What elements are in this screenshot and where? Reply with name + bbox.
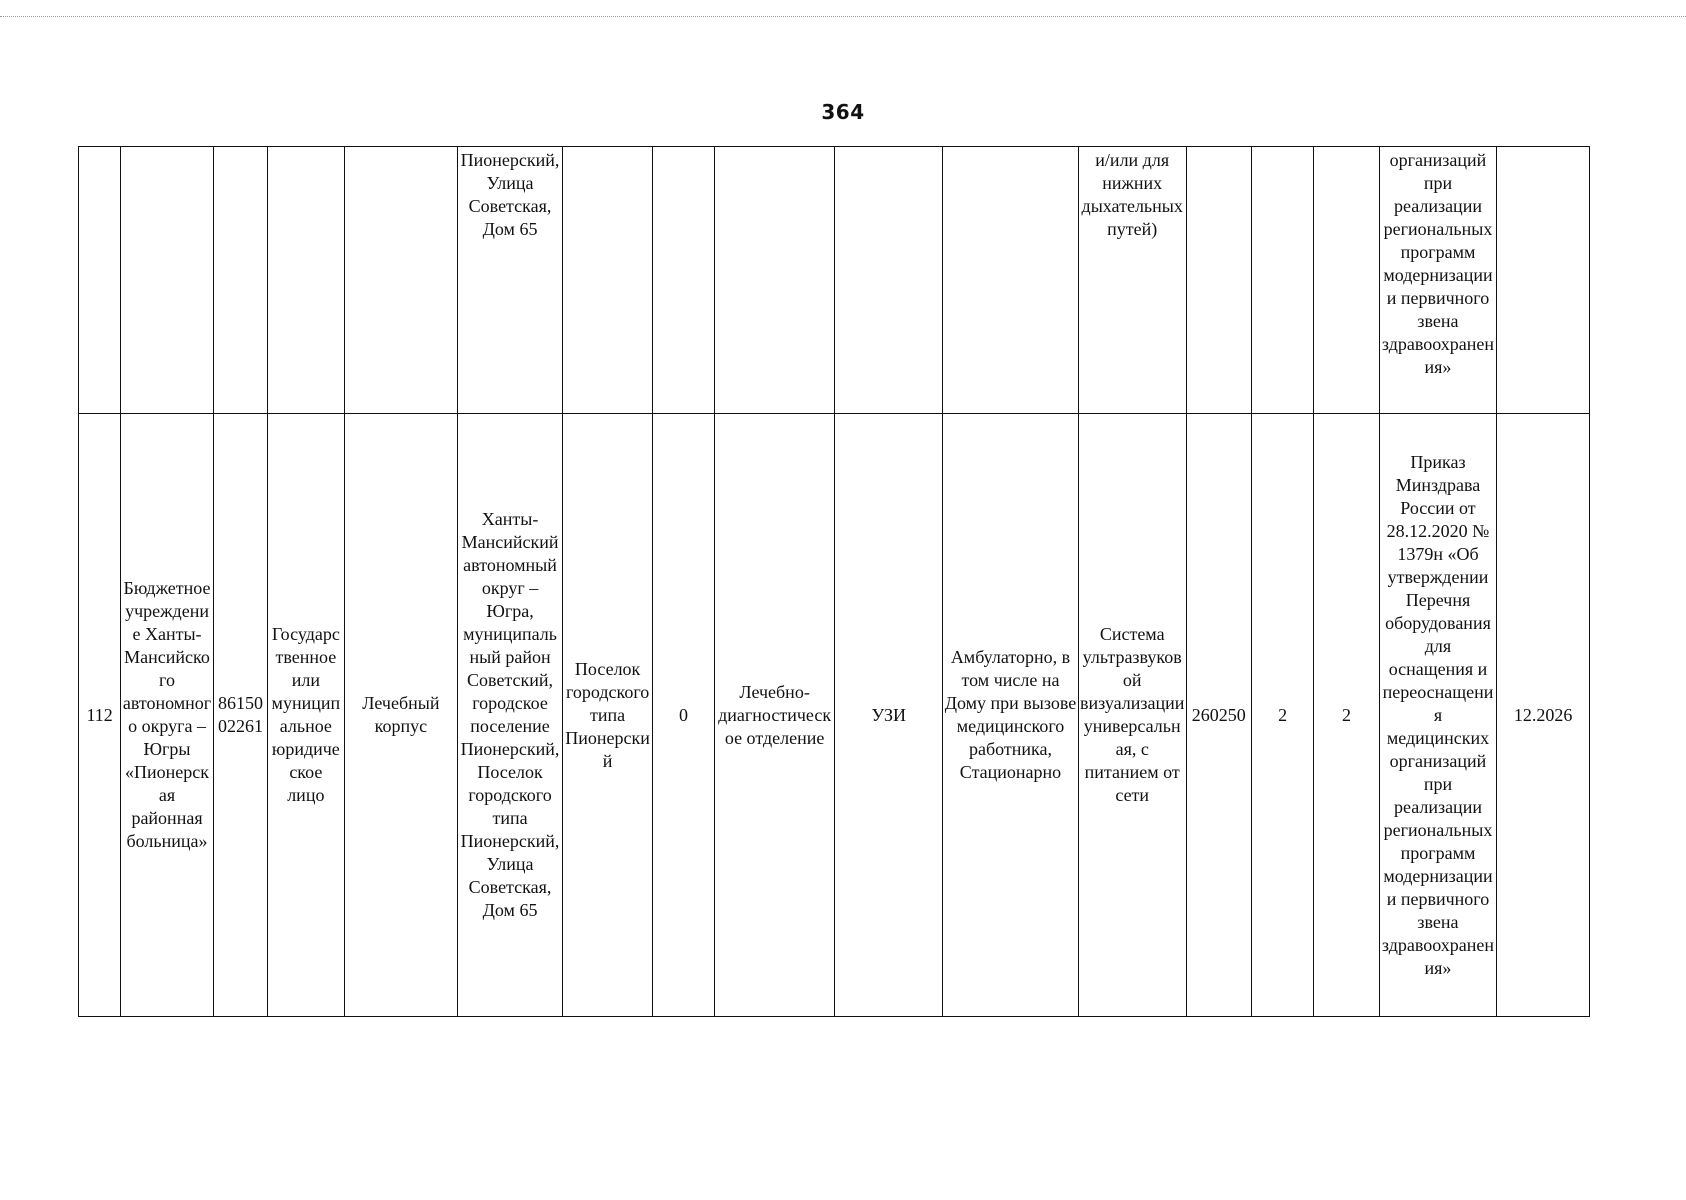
cell-department: Лечебно-диагностическое отделение (714, 414, 835, 1017)
cell-qty-required (1251, 147, 1313, 414)
cell-org-form (268, 147, 344, 414)
cell-organization (121, 147, 214, 414)
cell-count: 0 (653, 414, 714, 1017)
cell-settlement (562, 147, 653, 414)
cell-code: 8615002261 (213, 414, 267, 1017)
cell-care-conditions (943, 147, 1079, 414)
cell-department (714, 147, 835, 414)
cell-org-form: Государственное или муниципальное юридическое лицо (268, 414, 344, 1017)
cell-qty-required: 2 (1251, 414, 1313, 1017)
cell-legal-basis: Приказ Минздрава России от 28.12.2020 № 1379н «Об утверждении Перечня оборудования для оснащения и переоснащения медицинских организаций при реализации региональных программ модернизации и первичного звена здравоохранения» (1379, 414, 1497, 1017)
cell-building: Лечебный корпус (344, 414, 458, 1017)
cell-care-conditions: Амбулаторно, в том числе на Дому при вызове медицинского работника, Стационарно (943, 414, 1079, 1017)
cell-number (79, 147, 121, 414)
equipment-register-table (78, 146, 1590, 1017)
cell-okpd-code (1186, 147, 1251, 414)
cell-equipment-type (835, 147, 943, 414)
cell-number: 112 (79, 414, 121, 1017)
cell-count (653, 147, 714, 414)
cell-equipment-type: УЗИ (835, 414, 943, 1017)
cell-legal-basis: организаций при реализации региональных программ модернизации и первичного звена здравоохранения» (1379, 147, 1497, 414)
page-number: 364 (821, 100, 865, 124)
scan-edge-line (0, 16, 1686, 17)
cell-equipment-name: Система ультразвуковой визуализации универсальная, с питанием от сети (1078, 414, 1186, 1017)
cell-qty-planned: 2 (1314, 414, 1379, 1017)
cell-address: Ханты-Мансийский автономный округ – Югра, муниципальный район Советский, городское поселение Пионерский, Поселок городского типа Пионерский, Улица Советская, Дом 65 (458, 414, 563, 1017)
cell-okpd-code: 260250 (1186, 414, 1251, 1017)
cell-address: Пионерский, Улица Советская, Дом 65 (458, 147, 563, 414)
cell-deadline: 12.2026 (1497, 414, 1590, 1017)
cell-equipment-name: и/или для нижних дыхательных путей) (1078, 147, 1186, 414)
table-row-continuation (79, 147, 1590, 414)
cell-settlement: Поселок городского типа Пионерский (562, 414, 653, 1017)
table-row (79, 414, 1590, 1017)
cell-organization: Бюджетное учреждение Ханты-Мансийского автономного округа – Югры «Пионерская районная больница» (121, 414, 214, 1017)
cell-deadline (1497, 147, 1590, 414)
cell-code (213, 147, 267, 414)
cell-qty-planned (1314, 147, 1379, 414)
cell-building (344, 147, 458, 414)
